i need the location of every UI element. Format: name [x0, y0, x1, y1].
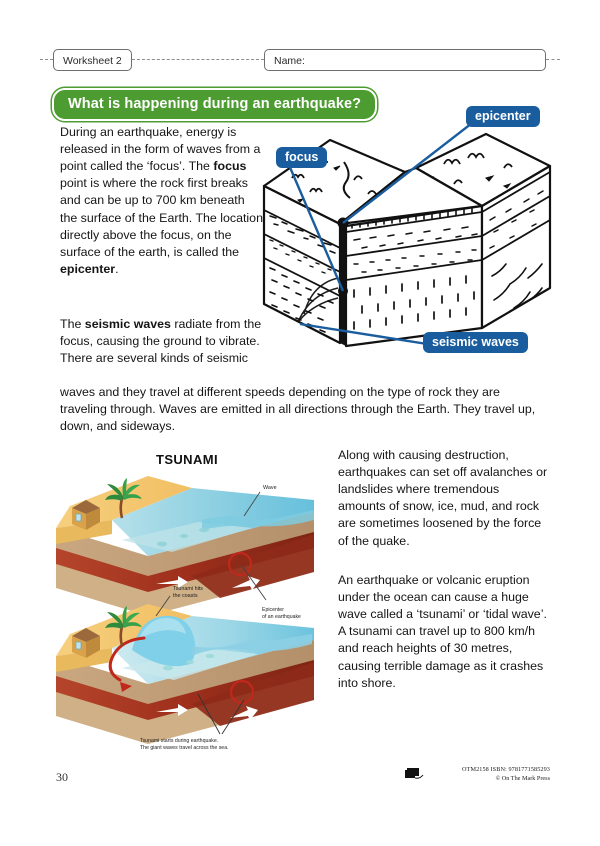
- p2-text-b: radiate from the focus, causing the ground to vibrate. There are several kinds of seismic: [60, 317, 262, 366]
- footer-catalog-line: OTM2158 ISBN: 9781771585293: [462, 766, 550, 773]
- name-field[interactable]: Name:: [264, 49, 546, 71]
- paragraph-focus-epicenter: [60, 124, 265, 278]
- callout-focus: focus: [276, 147, 327, 168]
- tsunami-diagram: [52, 448, 322, 751]
- header-dash-left: [40, 59, 53, 61]
- callout-epicenter: epicenter: [466, 106, 540, 127]
- callout-seismic-waves: seismic waves: [423, 332, 528, 353]
- label-epicenter-line1: Epicenter: [262, 607, 284, 613]
- p1-bold-focus: focus: [213, 159, 247, 174]
- label-wave: Wave: [263, 485, 277, 491]
- section-title-banner: What is happening during an earthquake?: [52, 88, 377, 121]
- footer-copyright-line: © On The Mark Press: [495, 775, 550, 783]
- p1-bold-epicenter: epicenter: [60, 261, 116, 276]
- worksheet-header: [40, 48, 560, 72]
- p1-text-b: point is where the rock first breaks and can be up to 700 km beneath the surface of the Earth. The location directly above the focus, on the surface of the earth, is called the: [60, 176, 263, 259]
- label-tsunami-hits-line2: the coasts: [173, 593, 198, 599]
- page-number: 30: [56, 770, 68, 784]
- worksheet-number-box: Worksheet 2: [53, 49, 132, 71]
- footer-imprint: [404, 765, 554, 784]
- paragraph-seismic-waves-left: [60, 316, 265, 367]
- paragraph-tsunami: An earthquake or volcanic eruption under the ocean can cause a huge wave called a ‘tsunami’ or ‘tidal wave’. A tsunami can travel up to 800 km/h and reach heights of 30 metres, causing terrible damage as it crashes into shore.: [338, 573, 547, 690]
- header-dash-middle: [132, 59, 264, 61]
- p1-text-a: During an earthquake, energy is released in the form of waves from a point called the ‘focus’. The: [60, 125, 261, 174]
- header-dash-right: [546, 59, 560, 61]
- p2-text-a: The: [60, 317, 85, 331]
- label-tsunami-hits-line1: Tsunami hits: [173, 586, 203, 592]
- publisher-logo-icon: [404, 767, 426, 781]
- p2-bold-seismic: seismic waves: [84, 317, 171, 331]
- paragraph-destruction: Along with causing destruction, earthquakes can set off avalanches or landslides where tremendous amounts of snow, ice, mud, and rock are sometimes loosened by the force of the quake.: [338, 448, 548, 548]
- label-tsunami-starts-line1: Tsunami starts during earthquake.: [140, 738, 219, 744]
- p1-text-c: .: [115, 261, 119, 276]
- paragraph-seismic-waves-full: waves and they travel at different speeds depending on the type of rock they are traveling through. Waves are emitted in all directions through the Earth. They travel up, down, and sideways.: [60, 385, 536, 434]
- label-epicenter-line2: of an earthquake: [262, 614, 301, 620]
- label-tsunami-starts-line2: The giant waves travel across the sea.: [140, 745, 229, 751]
- tsunami-figure-title: TSUNAMI: [155, 452, 219, 467]
